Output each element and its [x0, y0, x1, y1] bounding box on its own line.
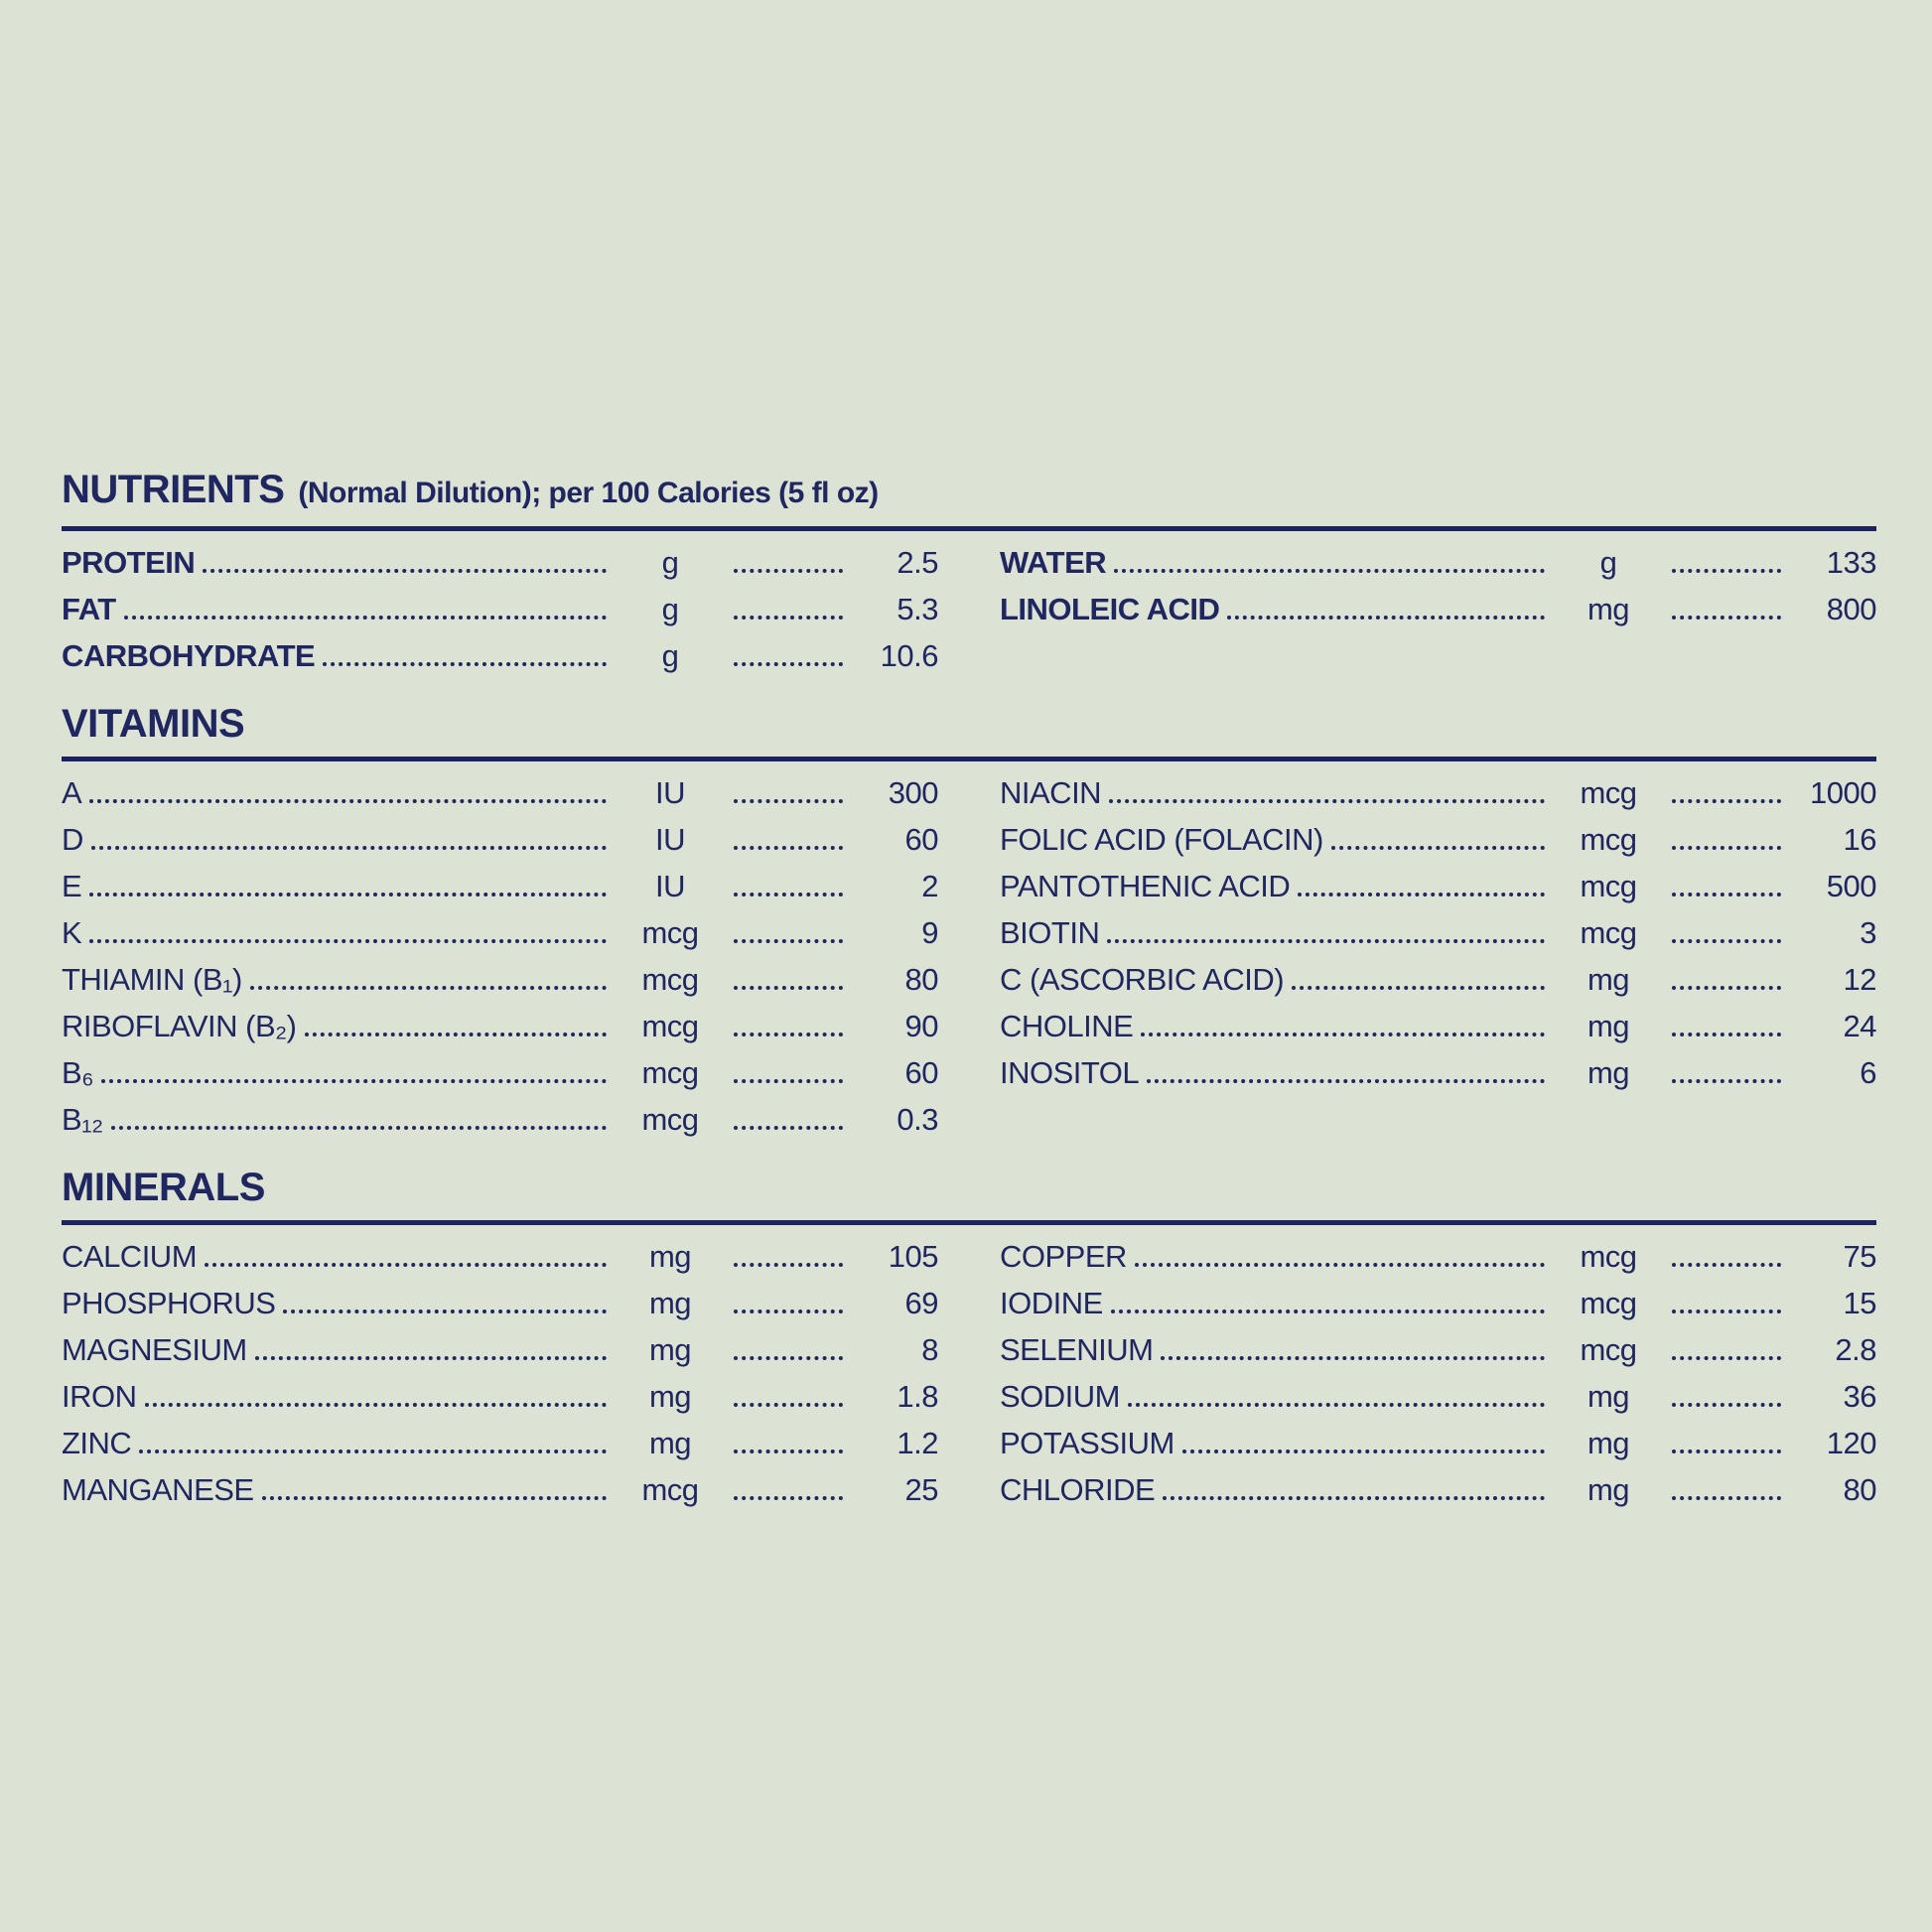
nutrient-unit: mg	[1587, 1426, 1630, 1460]
dot-leader	[1672, 799, 1781, 803]
dot-leader	[1672, 616, 1781, 620]
section-columns	[62, 761, 1876, 1143]
column-left	[62, 539, 938, 679]
nutrient-label: B₆	[62, 1055, 94, 1090]
nutrient-label: PHOSPHORUS	[62, 1286, 276, 1320]
section-title: MINERALS	[62, 1166, 265, 1209]
column-left	[62, 769, 938, 1143]
nutrient-label: K	[62, 915, 82, 950]
dot-leader	[734, 1403, 843, 1407]
nutrient-label: THIAMIN (B₁)	[62, 962, 242, 997]
nutrient-label: E	[62, 869, 82, 903]
nutrient-value: 2.8	[1835, 1332, 1876, 1367]
nutrient-label: SELENIUM	[1000, 1332, 1154, 1367]
dot-leader	[1163, 1496, 1545, 1500]
dot-leader	[111, 1126, 607, 1130]
nutrient-unit: mcg	[641, 1102, 699, 1137]
section-minerals	[62, 1161, 1876, 1513]
dot-leader	[1161, 1356, 1545, 1360]
dot-leader	[124, 616, 607, 620]
nutrient-value: 500	[1826, 869, 1876, 903]
dot-leader	[1135, 1263, 1545, 1267]
nutrient-unit: mcg	[1580, 822, 1637, 857]
nutrient-row	[1000, 816, 1876, 863]
nutrient-unit: mg	[648, 1239, 692, 1274]
nutrient-label: BIOTIN	[1000, 915, 1100, 950]
nutrient-row	[62, 632, 938, 679]
dot-leader	[1672, 893, 1781, 897]
dot-leader	[1109, 799, 1545, 803]
nutrient-row	[62, 539, 938, 586]
dot-leader	[734, 662, 843, 666]
nutrient-value: 1.2	[897, 1426, 938, 1460]
nutrient-label: CHLORIDE	[1000, 1472, 1156, 1507]
dot-leader	[255, 1356, 607, 1360]
nutrient-value: 36	[1843, 1379, 1876, 1414]
section-header	[62, 463, 1876, 520]
section-vitamins	[62, 697, 1876, 1143]
dot-leader	[145, 1403, 608, 1407]
nutrient-value: 60	[904, 822, 938, 857]
nutrient-unit: mg	[1587, 592, 1630, 626]
nutrient-value: 80	[904, 962, 938, 997]
nutrient-label: INOSITOL	[1000, 1055, 1140, 1090]
nutrient-label: CALCIUM	[62, 1239, 198, 1274]
nutrient-row	[62, 1096, 938, 1143]
dot-leader	[734, 1496, 843, 1500]
nutrient-row	[62, 1420, 938, 1466]
dot-leader	[1147, 1079, 1545, 1083]
nutrient-row	[1000, 956, 1876, 1003]
nutrient-row	[1000, 1233, 1876, 1280]
section-columns	[62, 531, 1876, 679]
nutrient-value: 1.8	[897, 1379, 938, 1414]
nutrient-value: 120	[1826, 1426, 1876, 1460]
dot-leader	[734, 799, 843, 803]
nutrient-row	[1000, 769, 1876, 816]
dot-leader	[1672, 986, 1781, 990]
nutrient-unit: mg	[1587, 962, 1630, 997]
nutrient-unit: mcg	[641, 915, 699, 950]
nutrient-value: 69	[904, 1286, 938, 1320]
nutrient-unit: g	[1599, 545, 1617, 580]
nutrient-row	[1000, 539, 1876, 586]
dot-leader	[89, 799, 607, 803]
nutrient-unit: IU	[655, 869, 685, 903]
label-content	[62, 463, 1876, 1531]
nutrient-unit: mcg	[1580, 1239, 1637, 1274]
dot-leader	[734, 846, 843, 850]
nutrient-row	[62, 586, 938, 632]
nutrient-row	[1000, 1280, 1876, 1326]
nutrient-value: 24	[1843, 1009, 1876, 1043]
dot-leader	[1227, 616, 1545, 620]
section-columns	[62, 1225, 1876, 1513]
nutrient-value: 15	[1843, 1286, 1876, 1320]
nutrient-value: 25	[904, 1472, 938, 1507]
dot-leader	[734, 1263, 843, 1267]
column-left	[62, 1233, 938, 1513]
nutrient-row	[62, 1373, 938, 1420]
dot-leader	[1182, 1449, 1545, 1453]
nutrient-row	[62, 956, 938, 1003]
dot-leader	[734, 893, 843, 897]
nutrient-row	[62, 1280, 938, 1326]
nutrient-row	[62, 816, 938, 863]
nutrient-unit: mcg	[1580, 1332, 1637, 1367]
nutrient-label: POTASSIUM	[1000, 1426, 1174, 1460]
dot-leader	[1672, 1356, 1781, 1360]
nutrient-value: 800	[1826, 592, 1876, 626]
nutrient-label: MANGANESE	[62, 1472, 254, 1507]
nutrient-value: 133	[1826, 545, 1876, 580]
nutrient-row	[62, 1466, 938, 1513]
section-title: NUTRIENTS	[62, 468, 285, 511]
section-header	[62, 1161, 1876, 1214]
nutrient-label: IODINE	[1000, 1286, 1103, 1320]
nutrient-value: 5.3	[897, 592, 938, 626]
nutrient-value: 10.6	[880, 638, 938, 673]
dot-leader	[734, 1449, 843, 1453]
nutrient-row	[62, 1003, 938, 1049]
section-nutrients	[62, 463, 1876, 679]
nutrient-unit: mg	[1587, 1055, 1630, 1090]
nutrient-label: NIACIN	[1000, 775, 1102, 810]
nutrient-row	[1000, 1049, 1876, 1096]
dot-leader	[1128, 1403, 1545, 1407]
nutrient-label: D	[62, 822, 83, 857]
nutrient-label: WATER	[1000, 545, 1107, 580]
nutrient-row	[62, 863, 938, 909]
nutrient-unit: mcg	[1580, 915, 1637, 950]
dot-leader	[305, 1033, 608, 1036]
nutrient-label: PANTOTHENIC ACID	[1000, 869, 1291, 903]
nutrient-unit: mg	[1587, 1379, 1630, 1414]
nutrient-row	[1000, 586, 1876, 632]
dot-leader	[262, 1496, 607, 1500]
nutrient-unit: IU	[655, 822, 685, 857]
dot-leader	[734, 1310, 843, 1313]
nutrient-label: FOLIC ACID (FOLACIN)	[1000, 822, 1323, 857]
nutrient-label: CARBOHYDRATE	[62, 638, 316, 673]
dot-leader	[101, 1079, 607, 1083]
nutrient-label: B₁₂	[62, 1102, 103, 1137]
dot-leader	[1114, 569, 1545, 573]
nutrient-row	[1000, 1003, 1876, 1049]
nutrient-label: SODIUM	[1000, 1379, 1120, 1414]
nutrient-unit: mcg	[641, 1055, 699, 1090]
nutrient-unit: mcg	[641, 962, 699, 997]
nutrient-row	[1000, 909, 1876, 956]
nutrient-row	[1000, 1466, 1876, 1513]
dot-leader	[734, 939, 843, 943]
nutrient-row	[1000, 863, 1876, 909]
nutrient-value: 16	[1843, 822, 1876, 857]
nutrient-value: 90	[904, 1009, 938, 1043]
dot-leader	[89, 939, 607, 943]
nutrient-label: ZINC	[62, 1426, 132, 1460]
nutrient-unit: mcg	[641, 1472, 699, 1507]
column-right	[1000, 539, 1876, 679]
dot-leader	[283, 1310, 607, 1313]
section-title: VITAMINS	[62, 702, 245, 746]
dot-leader	[734, 1033, 843, 1036]
nutrient-value: 9	[921, 915, 938, 950]
nutrient-value: 300	[888, 775, 938, 810]
dot-leader	[139, 1449, 607, 1453]
section-header	[62, 697, 1876, 751]
nutrient-label: LINOLEIC ACID	[1000, 592, 1220, 626]
nutrient-value: 0.3	[897, 1102, 938, 1137]
nutrient-value: 12	[1843, 962, 1876, 997]
dot-leader	[1672, 846, 1781, 850]
nutrient-label: MAGNESIUM	[62, 1332, 247, 1367]
dot-leader	[91, 846, 607, 850]
nutrient-unit: mg	[648, 1426, 692, 1460]
dot-leader	[250, 986, 607, 990]
dot-leader	[89, 893, 607, 897]
nutrient-unit: mcg	[1580, 1286, 1637, 1320]
nutrient-label: IRON	[62, 1379, 137, 1414]
dot-leader	[1298, 893, 1545, 897]
dot-leader	[734, 1356, 843, 1360]
nutrient-value: 3	[1860, 915, 1876, 950]
section-subtitle: (Normal Dilution); per 100 Calories (5 fl oz)	[298, 477, 879, 509]
dot-leader	[734, 1079, 843, 1083]
nutrient-value: 2.5	[897, 545, 938, 580]
nutrient-value: 60	[904, 1055, 938, 1090]
nutrient-row	[62, 909, 938, 956]
nutrient-unit: g	[661, 592, 679, 626]
nutrient-unit: mg	[648, 1332, 692, 1367]
nutrient-row	[1000, 1326, 1876, 1373]
dot-leader	[1672, 1449, 1781, 1453]
dot-leader	[205, 1263, 607, 1267]
nutrient-unit: mcg	[1580, 869, 1637, 903]
nutrient-label: FAT	[62, 592, 116, 626]
nutrient-unit: mg	[1587, 1472, 1630, 1507]
dot-leader	[1292, 986, 1545, 990]
dot-leader	[1672, 939, 1781, 943]
nutrient-label: CHOLINE	[1000, 1009, 1134, 1043]
nutrient-row	[1000, 1420, 1876, 1466]
nutrient-label: COPPER	[1000, 1239, 1127, 1274]
dot-leader	[1672, 1403, 1781, 1407]
dot-leader	[734, 616, 843, 620]
dot-leader	[1107, 939, 1545, 943]
nutrient-row	[62, 1049, 938, 1096]
nutrient-unit: mcg	[1580, 775, 1637, 810]
dot-leader	[1672, 1496, 1781, 1500]
nutrient-unit: mg	[1587, 1009, 1630, 1043]
dot-leader	[203, 569, 607, 573]
nutrient-value: 8	[921, 1332, 938, 1367]
nutrient-unit: mcg	[641, 1009, 699, 1043]
nutrient-value: 105	[888, 1239, 938, 1274]
nutrient-unit: mg	[648, 1286, 692, 1320]
dot-leader	[323, 662, 607, 666]
dot-leader	[1141, 1033, 1545, 1036]
nutrient-value: 6	[1860, 1055, 1876, 1090]
column-right	[1000, 769, 1876, 1143]
dot-leader	[1672, 569, 1781, 573]
nutrient-unit: IU	[655, 775, 685, 810]
dot-leader	[1672, 1033, 1781, 1036]
column-right	[1000, 1233, 1876, 1513]
dot-leader	[1672, 1263, 1781, 1267]
dot-leader	[1672, 1310, 1781, 1313]
dot-leader	[1331, 846, 1545, 850]
nutrient-row	[62, 1326, 938, 1373]
nutrient-unit: g	[661, 638, 679, 673]
dot-leader	[734, 569, 843, 573]
nutrient-row	[62, 1233, 938, 1280]
dot-leader	[1672, 1079, 1781, 1083]
nutrient-value: 80	[1843, 1472, 1876, 1507]
nutrient-unit: g	[661, 545, 679, 580]
nutrient-label: RIBOFLAVIN (B₂)	[62, 1009, 297, 1043]
nutrient-unit: mg	[648, 1379, 692, 1414]
nutrient-row	[1000, 1373, 1876, 1420]
nutrient-label: A	[62, 775, 82, 810]
nutrient-label: PROTEIN	[62, 545, 196, 580]
dot-leader	[1111, 1310, 1545, 1313]
nutrient-row	[62, 769, 938, 816]
nutrient-label: C (ASCORBIC ACID)	[1000, 962, 1285, 997]
nutrient-value: 1000	[1810, 775, 1876, 810]
dot-leader	[734, 986, 843, 990]
nutrient-value: 75	[1843, 1239, 1876, 1274]
nutrient-value: 2	[921, 869, 938, 903]
dot-leader	[734, 1126, 843, 1130]
